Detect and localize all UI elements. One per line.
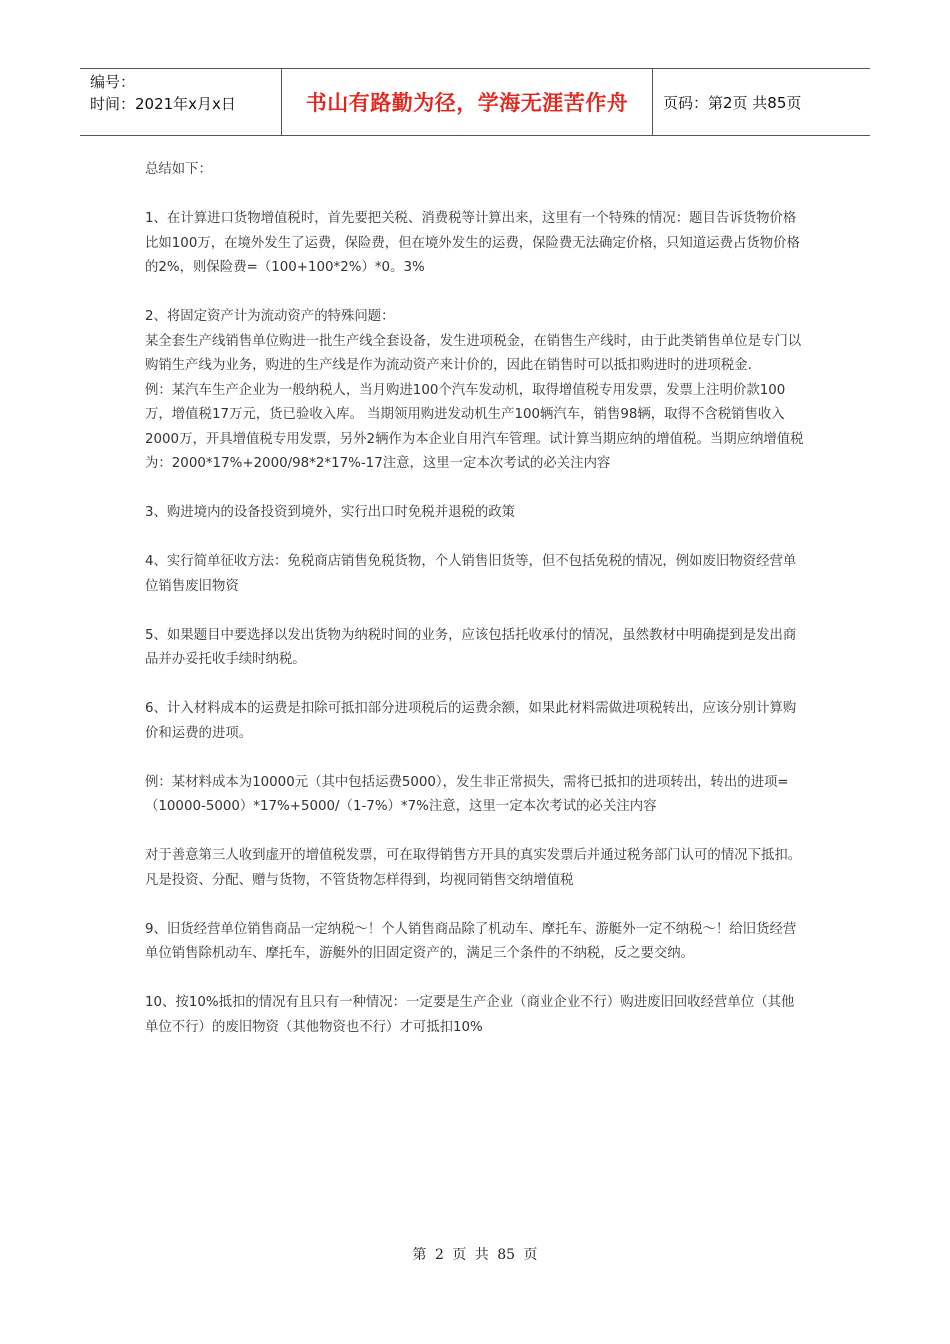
point-9: 9、旧货经营单位销售商品一定纳税～！个人销售商品除了机动车、摩托车、游艇外一定不纳税～！给旧货经营单位销售除机动车、摩托车，游艇外的旧固定资产的，满足三个条件的不纳税，反之要交纳。 bbox=[145, 921, 797, 961]
document-number: 编号： bbox=[90, 73, 136, 91]
point-6-example: 例：某材料成本为10000元（其中包括运费5000），发生非正常损失，需将已抵扣的进项转出，转出的进项=（10000-5000）*17%+5000/（1-7%）*7%注意，这里一定本次考试的必关注内容 bbox=[145, 774, 789, 814]
point-2-body: 某全套生产线销售单位购进一批生产线全套设备，发生进项税金，在销售生产线时，由于此类销售单位是专门以购销生产线为业务，购进的生产线是作为流动资产来计价的，因此在销售时可以抵扣购进时的进项税金. bbox=[145, 333, 802, 373]
document-date: 时间：2021年x月x日 bbox=[90, 95, 236, 113]
point-3: 3、购进境内的设备投资到境外，实行出口时免税并退税的政策 bbox=[145, 505, 516, 520]
good-faith-note: 对于善意第三人收到虚开的增值税发票，可在取得销售方开具的真实发票后并通过税务部门认可的情况下抵扣。凡是投资、分配、赠与货物，不管货物怎样得到，均视同销售交纳增值税 bbox=[145, 848, 802, 888]
point-2-title: 2、将固定资产计为流动资产的特殊问题： bbox=[145, 309, 395, 324]
document-body bbox=[145, 158, 807, 1065]
point-2-example: 例：某汽车生产企业为一般纳税人，当月购进100个汽车发动机，取得增值税专用发票，发票上注明价款100万，增值税17万元，货已验收入库。 当期领用购进发动机生产100辆汽车，销售98辆，取得不含税销售收入2000万，开具增值税专用发票，另外2辆作为本企业自用汽车管理。试计算当期应纳的增值税。当期应纳增值税为：2000*17%+2000/98*2*17%-17注意，这里一定本次考试的必关注内容 bbox=[145, 382, 804, 471]
header-page-info: 页码：第2页 共85页 bbox=[663, 93, 802, 112]
summary-heading: 总结如下： bbox=[145, 162, 212, 177]
point-1: 1、在计算进口货物增值税时，首先要把关税、消费税等计算出来，这里有一个特殊的情况：题目告诉货物价格比如100万，在境外发生了运费，保险费，但在境外发生的运费，保险费无法确定价格，只知道运费占货物价格的2%，则保险费=（100+100*2%）*0。3% bbox=[145, 211, 800, 275]
header-meta bbox=[80, 69, 281, 135]
point-6: 6、计入材料成本的运费是扣除可抵扣部分进项税后的运费余额，如果此材料需做进项税转出，应该分别计算购价和运费的进项。 bbox=[145, 701, 797, 741]
point-5: 5、如果题目中要选择以发出货物为纳税时间的业务，应该包括托收承付的情况，虽然教材中明确提到是发出商品并办妥托收手续时纳税。 bbox=[145, 627, 797, 667]
page-header bbox=[80, 68, 870, 136]
header-motto: 书山有路勤为径，学海无涯苦作舟 bbox=[281, 69, 653, 135]
page-footer: 第 2 页 共 85 页 bbox=[412, 1247, 538, 1263]
point-4: 4、实行简单征收方法：免税商店销售免税货物，个人销售旧货等，但不包括免税的情况，例如废旧物资经营单位销售废旧物资 bbox=[145, 554, 797, 594]
point-10: 10、按10%抵扣的情况有且只有一种情况：一定要是生产企业（商业企业不行）购进废旧回收经营单位（其他单位不行）的废旧物资（其他物资也不行）才可抵扣10% bbox=[145, 995, 795, 1035]
